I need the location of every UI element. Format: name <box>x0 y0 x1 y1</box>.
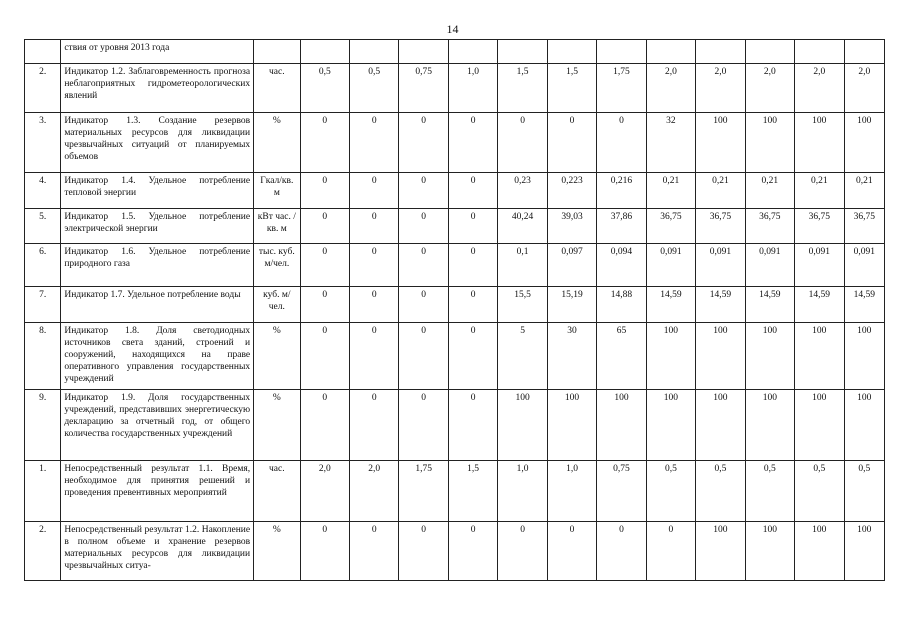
value-cell: 0 <box>448 209 497 244</box>
value-cell: 100 <box>696 390 745 461</box>
value-cell: 0 <box>399 522 448 581</box>
value-cell: 0 <box>597 113 646 173</box>
value-cell: 0,21 <box>844 173 884 209</box>
value-cell <box>597 40 646 64</box>
row-number-cell: 7. <box>25 287 61 323</box>
indicator-name-cell: Индикатор 1.5. Удельное потребление электрической энергии <box>61 209 254 244</box>
value-cell: 0 <box>547 522 596 581</box>
value-cell: 36,75 <box>795 209 844 244</box>
value-cell: 1,0 <box>448 64 497 113</box>
value-cell: 0,091 <box>745 244 794 287</box>
value-cell: 0 <box>448 113 497 173</box>
value-cell: 100 <box>696 522 745 581</box>
value-cell: 0,21 <box>646 173 695 209</box>
value-cell: 1,75 <box>399 461 448 522</box>
value-cell: 0 <box>448 390 497 461</box>
row-number-cell: 9. <box>25 390 61 461</box>
table-row <box>25 209 885 244</box>
value-cell: 0 <box>399 173 448 209</box>
value-cell: 0,21 <box>795 173 844 209</box>
value-cell: 14,88 <box>597 287 646 323</box>
value-cell: 0 <box>349 209 398 244</box>
value-cell: 100 <box>795 522 844 581</box>
value-cell: 0 <box>399 287 448 323</box>
value-cell: 0 <box>349 113 398 173</box>
value-cell: 14,59 <box>795 287 844 323</box>
value-cell: 1,0 <box>547 461 596 522</box>
value-cell: 2,0 <box>844 64 884 113</box>
unit-cell <box>254 40 300 64</box>
value-cell: 100 <box>745 323 794 390</box>
row-number-cell: 3. <box>25 113 61 173</box>
value-cell: 0,216 <box>597 173 646 209</box>
value-cell: 0,5 <box>696 461 745 522</box>
value-cell: 0,21 <box>745 173 794 209</box>
value-cell: 2,0 <box>745 64 794 113</box>
value-cell <box>547 40 596 64</box>
value-cell: 0 <box>448 287 497 323</box>
unit-cell: % <box>254 323 300 390</box>
value-cell: 15,19 <box>547 287 596 323</box>
value-cell: 100 <box>844 390 884 461</box>
value-cell: 0 <box>300 390 349 461</box>
value-cell: 36,75 <box>696 209 745 244</box>
table-row <box>25 287 885 323</box>
unit-cell: час. <box>254 461 300 522</box>
value-cell: 1,0 <box>498 461 547 522</box>
unit-cell: % <box>254 390 300 461</box>
indicator-name-cell: Индикатор 1.6. Удельное потребление природного газа <box>61 244 254 287</box>
value-cell: 0 <box>498 113 547 173</box>
row-number-cell <box>25 40 61 64</box>
value-cell: 0 <box>300 323 349 390</box>
indicator-name-cell: Индикатор 1.9. Доля государственных учреждений, представивших энергетическую декларацию за отчетный год, от общего количества государственных учреждений <box>61 390 254 461</box>
value-cell: 0,23 <box>498 173 547 209</box>
page-number: 14 <box>446 22 459 36</box>
value-cell: 0,75 <box>597 461 646 522</box>
indicator-name-cell: Непосредственный результат 1.1. Время, необходимое для принятия решений и проведения превентивных мероприятий <box>61 461 254 522</box>
value-cell: 0 <box>399 113 448 173</box>
value-cell: 0 <box>547 113 596 173</box>
value-cell: 0 <box>399 209 448 244</box>
value-cell: 0 <box>448 173 497 209</box>
value-cell <box>448 40 497 64</box>
value-cell: 0,5 <box>844 461 884 522</box>
indicator-name-cell: Индикатор 1.7. Удельное потребление воды <box>61 287 254 323</box>
indicator-name-cell: ствия от уровня 2013 года <box>61 40 254 64</box>
value-cell: 0 <box>399 390 448 461</box>
value-cell <box>349 40 398 64</box>
value-cell: 0 <box>300 522 349 581</box>
value-cell: 100 <box>795 323 844 390</box>
indicator-name-cell: Индикатор 1.8. Доля светодиодных источников света зданий, строений и сооружений, находящихся на праве оперативного управления государственных учреждений <box>61 323 254 390</box>
value-cell: 100 <box>745 522 794 581</box>
unit-cell: тыс. куб. м/чел. <box>254 244 300 287</box>
value-cell: 2,0 <box>646 64 695 113</box>
value-cell: 30 <box>547 323 596 390</box>
value-cell: 0,1 <box>498 244 547 287</box>
value-cell: 0,75 <box>399 64 448 113</box>
value-cell: 0,091 <box>844 244 884 287</box>
value-cell: 0,094 <box>597 244 646 287</box>
value-cell: 0 <box>349 173 398 209</box>
value-cell: 0,5 <box>300 64 349 113</box>
unit-cell: куб. м/чел. <box>254 287 300 323</box>
value-cell: 0 <box>349 287 398 323</box>
value-cell: 2,0 <box>696 64 745 113</box>
value-cell: 14,59 <box>696 287 745 323</box>
value-cell <box>646 40 695 64</box>
value-cell: 32 <box>646 113 695 173</box>
value-cell: 14,59 <box>646 287 695 323</box>
value-cell: 5 <box>498 323 547 390</box>
value-cell: 100 <box>547 390 596 461</box>
value-cell: 15,5 <box>498 287 547 323</box>
value-cell: 100 <box>844 522 884 581</box>
value-cell: 2,0 <box>795 64 844 113</box>
table-row <box>25 244 885 287</box>
value-cell <box>745 40 794 64</box>
value-cell <box>795 40 844 64</box>
value-cell: 0 <box>498 522 547 581</box>
unit-cell: % <box>254 113 300 173</box>
value-cell: 100 <box>646 390 695 461</box>
table-row <box>25 40 885 64</box>
row-number-cell: 4. <box>25 173 61 209</box>
value-cell <box>844 40 884 64</box>
indicator-name-cell: Индикатор 1.2. Заблаговременность прогноза неблагоприятных гидрометеорологических явлений <box>61 64 254 113</box>
value-cell: 0 <box>399 323 448 390</box>
value-cell <box>399 40 448 64</box>
row-number-cell: 2. <box>25 522 61 581</box>
value-cell: 0,21 <box>696 173 745 209</box>
unit-cell: Гкал/кв. м <box>254 173 300 209</box>
value-cell: 0 <box>448 522 497 581</box>
value-cell: 100 <box>646 323 695 390</box>
value-cell: 40,24 <box>498 209 547 244</box>
value-cell: 100 <box>795 113 844 173</box>
value-cell <box>696 40 745 64</box>
value-cell: 0,097 <box>547 244 596 287</box>
value-cell: 0 <box>597 522 646 581</box>
value-cell: 14,59 <box>844 287 884 323</box>
value-cell: 100 <box>597 390 646 461</box>
value-cell: 100 <box>844 113 884 173</box>
indicator-name-cell: Непосредственный результат 1.2. Накопление в полном объеме и хранение резервов материальных ресурсов для ликвидации чрезвычайных ситуа- <box>61 522 254 581</box>
value-cell: 100 <box>696 113 745 173</box>
unit-cell: кВт час. /кв. м <box>254 209 300 244</box>
value-cell: 0,5 <box>795 461 844 522</box>
table-row <box>25 173 885 209</box>
value-cell: 0 <box>349 244 398 287</box>
table-row <box>25 390 885 461</box>
value-cell: 0,5 <box>745 461 794 522</box>
value-cell: 36,75 <box>745 209 794 244</box>
value-cell: 39,03 <box>547 209 596 244</box>
value-cell: 0 <box>448 323 497 390</box>
value-cell: 14,59 <box>745 287 794 323</box>
value-cell: 0,091 <box>646 244 695 287</box>
value-cell: 100 <box>745 390 794 461</box>
value-cell: 1,5 <box>448 461 497 522</box>
value-cell: 100 <box>844 323 884 390</box>
table-row <box>25 113 885 173</box>
value-cell: 36,75 <box>646 209 695 244</box>
value-cell: 0 <box>300 113 349 173</box>
value-cell: 0,223 <box>547 173 596 209</box>
unit-cell: час. <box>254 64 300 113</box>
value-cell <box>498 40 547 64</box>
value-cell: 0,091 <box>696 244 745 287</box>
value-cell: 0,5 <box>646 461 695 522</box>
value-cell: 1,5 <box>547 64 596 113</box>
value-cell: 0 <box>300 173 349 209</box>
table-row <box>25 461 885 522</box>
value-cell: 0 <box>399 244 448 287</box>
value-cell: 0 <box>300 244 349 287</box>
value-cell: 100 <box>745 113 794 173</box>
value-cell: 0 <box>349 390 398 461</box>
value-cell <box>300 40 349 64</box>
row-number-cell: 2. <box>25 64 61 113</box>
value-cell: 100 <box>795 390 844 461</box>
value-cell: 0 <box>448 244 497 287</box>
value-cell: 0 <box>300 287 349 323</box>
indicator-name-cell: Индикатор 1.3. Создание резервов материальных ресурсов для ликвидации чрезвычайных ситуаций от планируемых объемов <box>61 113 254 173</box>
value-cell: 0 <box>300 209 349 244</box>
table-row <box>25 323 885 390</box>
value-cell: 0 <box>646 522 695 581</box>
value-cell: 0,091 <box>795 244 844 287</box>
value-cell: 100 <box>696 323 745 390</box>
value-cell: 37,86 <box>597 209 646 244</box>
value-cell: 100 <box>498 390 547 461</box>
value-cell: 1,5 <box>498 64 547 113</box>
value-cell: 0 <box>349 522 398 581</box>
table-row <box>25 64 885 113</box>
row-number-cell: 6. <box>25 244 61 287</box>
value-cell: 2,0 <box>300 461 349 522</box>
value-cell: 2,0 <box>349 461 398 522</box>
value-cell: 36,75 <box>844 209 884 244</box>
row-number-cell: 5. <box>25 209 61 244</box>
row-number-cell: 8. <box>25 323 61 390</box>
value-cell: 0,5 <box>349 64 398 113</box>
value-cell: 1,75 <box>597 64 646 113</box>
unit-cell: % <box>254 522 300 581</box>
value-cell: 0 <box>349 323 398 390</box>
row-number-cell: 1. <box>25 461 61 522</box>
value-cell: 65 <box>597 323 646 390</box>
indicator-name-cell: Индикатор 1.4. Удельное потребление тепловой энергии <box>61 173 254 209</box>
indicators-table <box>24 39 885 581</box>
table-row <box>25 522 885 581</box>
